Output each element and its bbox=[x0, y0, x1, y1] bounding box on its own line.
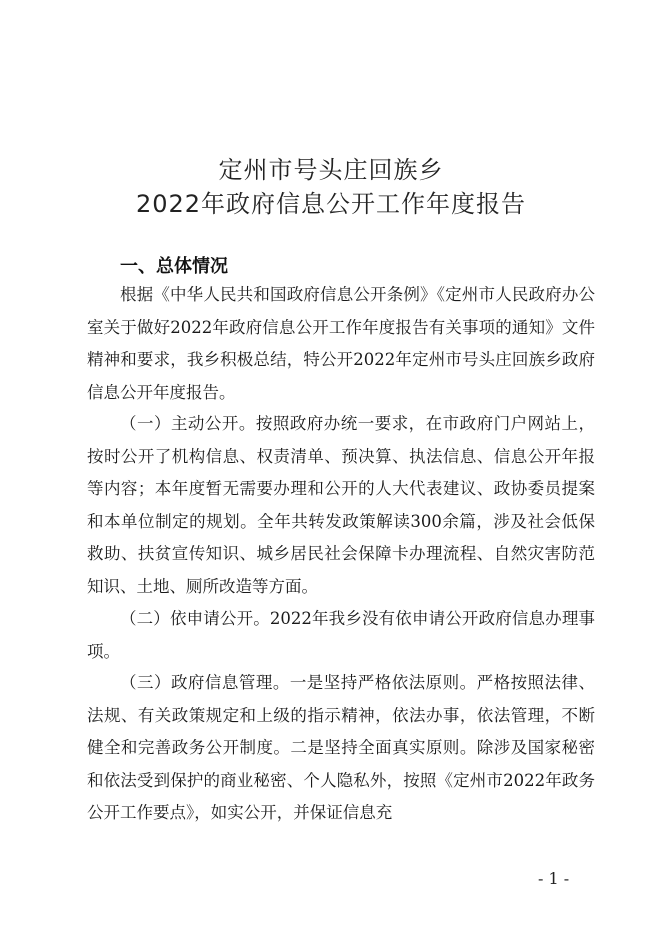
paragraph-intro: 根据《中华人民共和国政府信息公开条例》《定州市人民政府办公室关于做好2022年政府信息公开工作年度报告有关事项的通知》文件精神和要求，我乡积极总结，特公开2022年定州市号头庄回族乡政府信息公开年度报告。 bbox=[87, 285, 595, 402]
section-heading-overview: 一、总体情况 bbox=[120, 256, 228, 277]
paragraph-active-disclosure: （一）主动公开。按照政府办统一要求，在市政府门户网站上，按时公开了机构信息、权责清单、预决算、执法信息、信息公开年报等内容；本年度暂无需要办理和公开的人大代表建议、政协委员提案和本单位制定的规划。全年共转发政策解读300余篇，涉及社会低保救助、扶贫宣传知识、城乡居民社会保障卡办理流程、自然灾害防范知识、土地、厕所改造等方面。 bbox=[87, 414, 595, 596]
page-number: - 1 - bbox=[538, 869, 570, 888]
document-title-line-1: 定州市号头庄回族乡 bbox=[218, 156, 444, 184]
document-title-line-2: 2022年政府信息公开工作年度报告 bbox=[135, 190, 527, 218]
paragraph-information-management: （三）政府信息管理。一是坚持严格依法原则。严格按照法律、法规、有关政策规定和上级的指示精神，依法办事，依法管理，不断健全和完善政务公开制度。二是坚持全面真实原则。除涉及国家秘密和依法受到保护的商业秘密、个人隐私外，按照《定州市2022年政务公开工作要点》，如实公开，并保证信息充 bbox=[87, 673, 595, 822]
paragraph-application-disclosure: （二）依申请公开。2022年我乡没有依申请公开政府信息办理事项。 bbox=[87, 609, 595, 661]
